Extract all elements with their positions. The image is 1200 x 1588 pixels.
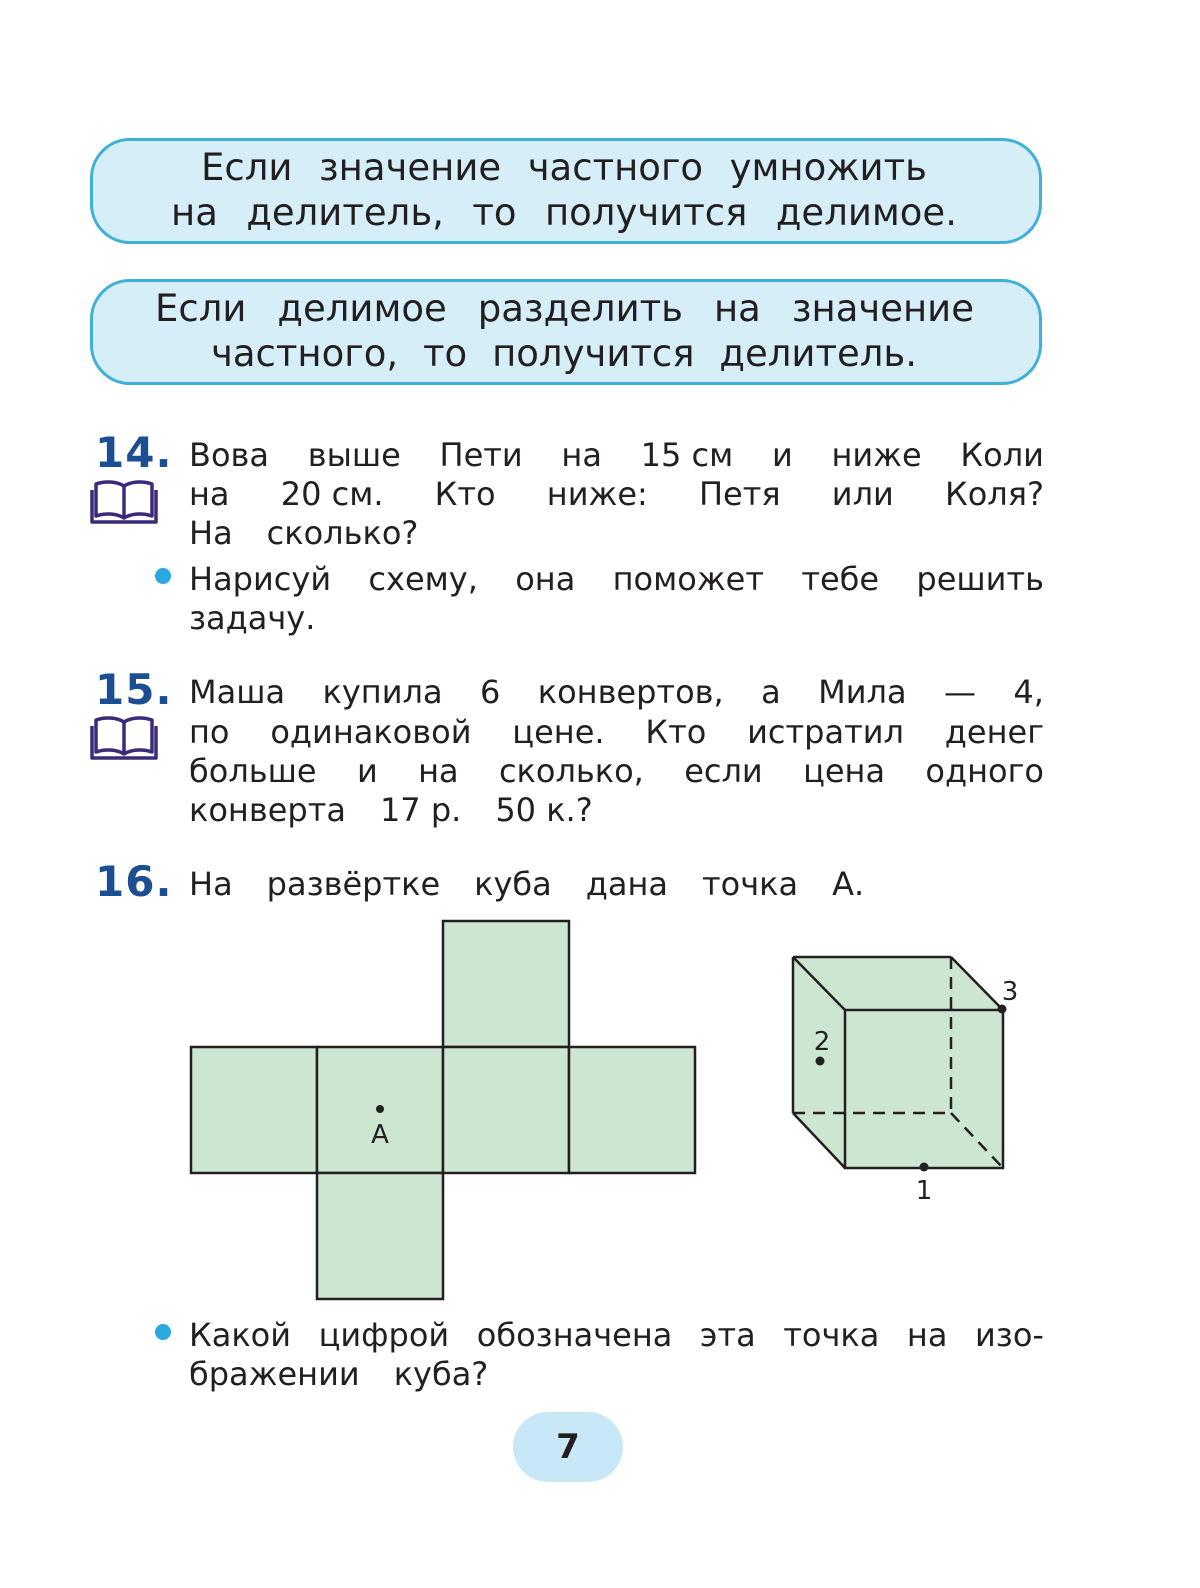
text-word: точка (702, 865, 799, 903)
net-face-right (443, 1047, 569, 1173)
text-word: одинаковой (270, 713, 472, 751)
text-word: делитель, (246, 191, 444, 234)
text-word: делимое (277, 287, 447, 330)
text-word: на (713, 287, 761, 330)
text-word: 6 (479, 673, 501, 711)
text-word: 15 см (640, 436, 734, 474)
text-word: Если (201, 146, 293, 189)
text-word: точка (783, 1316, 880, 1354)
text-word: 17 р. (379, 791, 462, 829)
task-16-question-line-1 (189, 1315, 1044, 1355)
text-word: 20 см. (280, 475, 384, 513)
text-word: Кто (434, 475, 496, 513)
text-word: На (189, 865, 233, 903)
text-word: решить (916, 560, 1044, 598)
cube-drawing (793, 957, 1018, 1206)
text-word: получится (492, 332, 695, 375)
text-word: разделить (477, 287, 683, 330)
text-word: а (761, 673, 781, 711)
net-face-bottom (317, 1173, 443, 1299)
bullet-icon (155, 1324, 171, 1340)
text-word: и (771, 436, 793, 474)
cube-point-2 (816, 1057, 825, 1066)
text-word: частного, (211, 332, 399, 375)
cube-label-1: 1 (915, 1176, 933, 1206)
text-word: истратил (747, 713, 904, 751)
text-word: куба? (393, 1355, 489, 1393)
net-face-left (191, 1047, 317, 1173)
text-word: Какой (189, 1316, 292, 1354)
text-word: Коля? (945, 475, 1044, 513)
text-word: цена (803, 752, 886, 790)
text-word: если (684, 752, 763, 790)
text-word: 4, (1013, 673, 1044, 711)
text-word: обозначена (476, 1316, 673, 1354)
cube-label-3: 3 (1001, 977, 1019, 1007)
text-word: Кто (645, 713, 707, 751)
net-face-far-right (569, 1047, 695, 1173)
text-word: Маша (189, 673, 286, 711)
text-word: ниже (831, 436, 922, 474)
text-word: тебе (801, 560, 880, 598)
text-word: Вова (189, 436, 269, 474)
text-word: куба (474, 865, 552, 903)
text-word: частного (527, 146, 704, 189)
text-word: Коли (960, 436, 1044, 474)
text-word: поможет (612, 560, 764, 598)
text-word: больше (189, 752, 317, 790)
text-word: На (189, 514, 233, 552)
text-word: умножить (729, 146, 927, 189)
text-word: Если (155, 287, 247, 330)
text-word: Пети (439, 436, 523, 474)
text-word: по (189, 713, 230, 751)
cube-label-2: 2 (813, 1027, 831, 1057)
text-word: конверта (189, 791, 346, 829)
text-word: дана (585, 865, 668, 903)
text-word: цене. (512, 713, 605, 751)
text-word: то (472, 191, 517, 234)
text-word: на (561, 436, 602, 474)
text-word: бражении (189, 1355, 360, 1393)
text-word: Петя (698, 475, 781, 513)
text-word: на (171, 191, 218, 234)
text-word: сколько, (498, 752, 644, 790)
task-14-number: 14. (95, 428, 173, 477)
text-word: Мила (818, 673, 907, 711)
cube-point-1 (920, 1163, 929, 1172)
task-15-number: 15. (95, 665, 173, 714)
text-word: и (356, 752, 378, 790)
text-word: эта (699, 1316, 756, 1354)
net-face-top (443, 921, 569, 1047)
text-word: Нарисуй (189, 560, 332, 598)
text-word: А. (832, 865, 865, 903)
text-word: задачу. (189, 599, 316, 637)
text-word: она (515, 560, 576, 598)
text-word: на (906, 1316, 948, 1354)
net-point-label: А (371, 1120, 389, 1150)
text-word: или (831, 475, 894, 513)
net-point-a (376, 1105, 384, 1113)
text-word: делитель. (719, 332, 917, 375)
page-number: 7 (513, 1412, 623, 1482)
text-word: изо- (975, 1316, 1044, 1354)
text-word: конвертов, (537, 673, 724, 711)
text-word: ниже: (546, 475, 648, 513)
text-word: на (189, 475, 230, 513)
text-word: развёртке (266, 865, 441, 903)
text-word: цифрой (318, 1316, 450, 1354)
text-word: — (943, 673, 976, 711)
text-word: значение (318, 146, 502, 189)
text-word: одного (925, 752, 1044, 790)
text-word: 50 к.? (495, 791, 593, 829)
task-16-number: 16. (95, 857, 173, 906)
text-word: то (423, 332, 468, 375)
text-word: значение (791, 287, 974, 330)
text-word: на (418, 752, 459, 790)
task-16-question-line-2 (189, 1354, 1044, 1394)
text-word: выше (307, 436, 401, 474)
text-word: денег (944, 713, 1044, 751)
text-word: схему, (368, 560, 478, 598)
text-word: купила (322, 673, 443, 711)
text-word: сколько? (266, 514, 419, 552)
text-word: делимое. (775, 191, 957, 234)
text-word: получится (544, 191, 748, 234)
